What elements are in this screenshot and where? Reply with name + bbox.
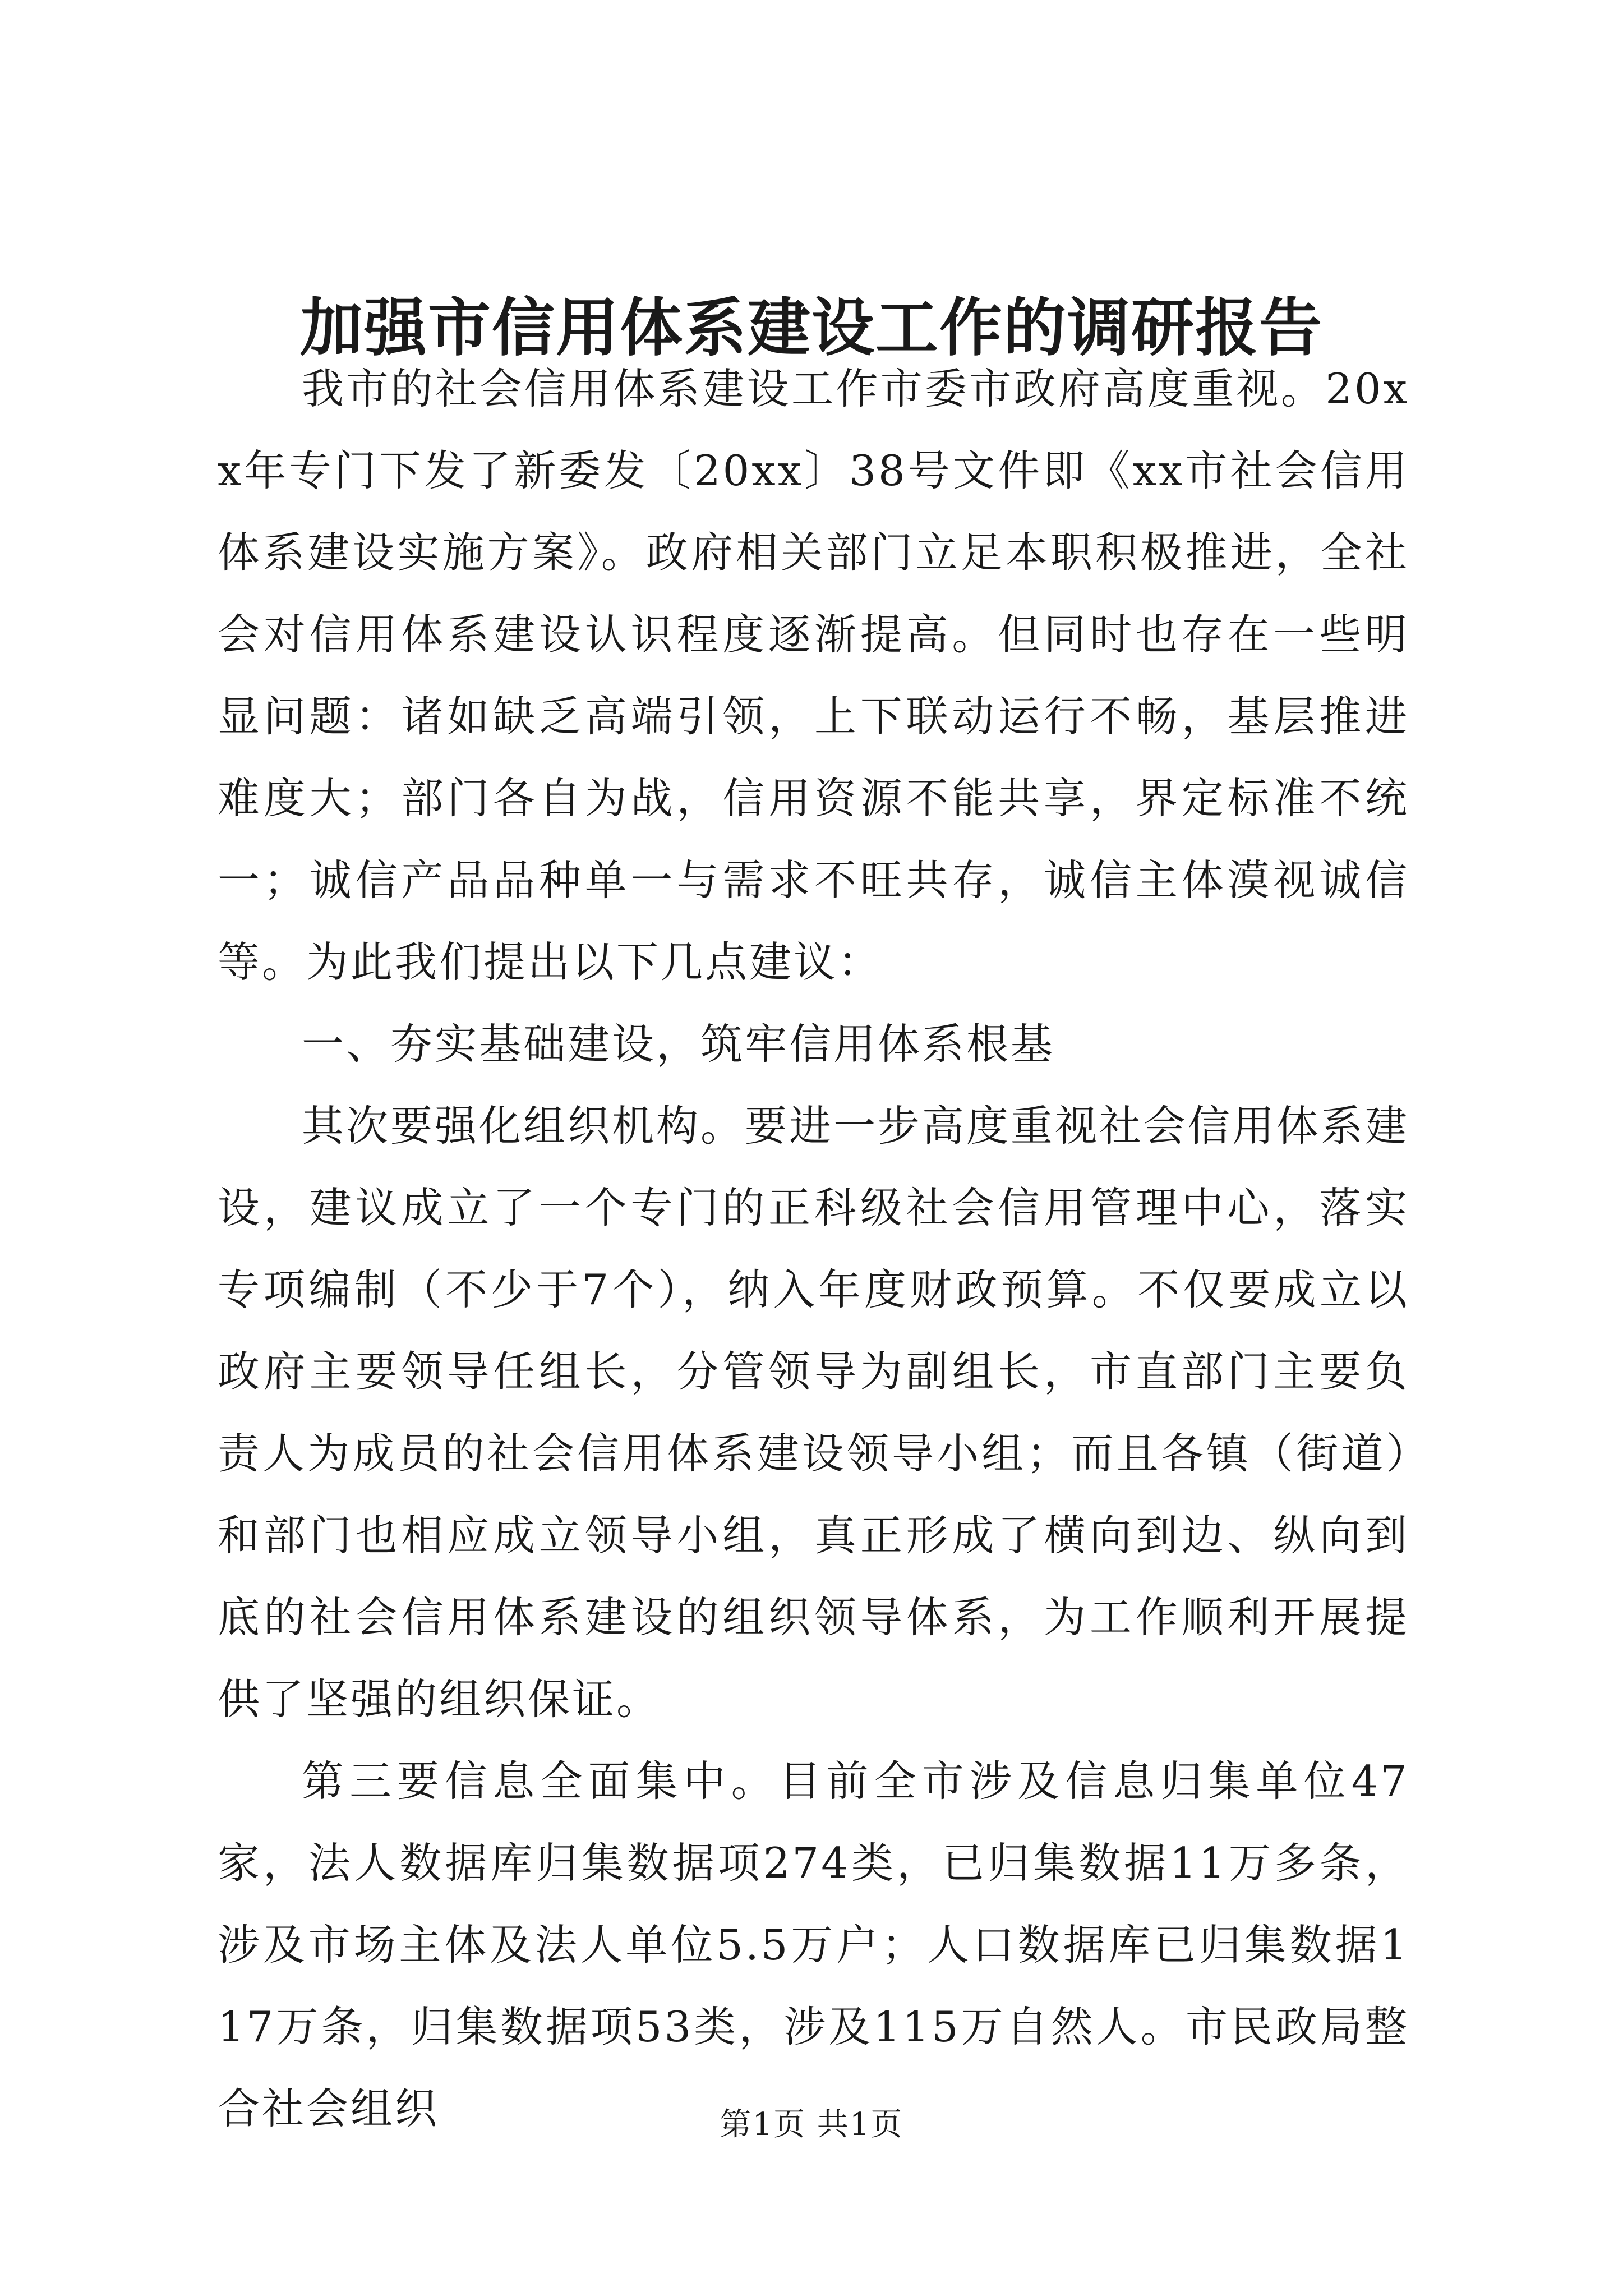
section-heading-1: 一、夯实基础建设，筑牢信用体系根基	[302, 1019, 1055, 1069]
document-title: 加强市信用体系建设工作的调研报告	[300, 291, 1323, 365]
paragraph-intro: 我市的社会信用体系建设工作市委市政府高度重视。20xx年专门下发了新委发〔20xx〕38号文件即《xx市社会信用体系建设实施方案》。政府相关部门立足本职积极推进，全社会对信用体系建设认识程度逐渐提高。但同时也存在一些明显问题：诸如缺乏高端引领，上下联动运行不畅，基层推进难度大；部门各自为战，信用资源不能共享，界定标准不统一；诚信产品品种单一与需求不旺共存，诚信主体漠视诚信等。为此我们提出以下几点建议：	[218, 364, 1409, 987]
page-footer: 第1页 共1页	[720, 2106, 903, 2143]
paragraph-information: 第三要信息全面集中。目前全市涉及信息归集单位47家，法人数据库归集数据项274类，已归集数据11万多条，涉及市场主体及法人单位5.5万户；人口数据库已归集数据117万条，归集数据项53类，涉及115万自然人。市民政局整合社会组织	[218, 1756, 1409, 2133]
document-body	[218, 348, 1409, 2150]
paragraph-organization: 其次要强化组织机构。要进一步高度重视社会信用体系建设，建议成立了一个专门的正科级社会信用管理中心，落实专项编制（不少于7个），纳入年度财政预算。不仅要成立以政府主要领导任组长，分管领导为副组长，市直部门主要负责人为成员的社会信用体系建设领导小组；而且各镇（街道）和部门也相应成立领导小组，真正形成了横向到边、纵向到底的社会信用体系建设的组织领导体系，为工作顺利开展提供了坚强的组织保证。	[218, 1101, 1410, 1724]
